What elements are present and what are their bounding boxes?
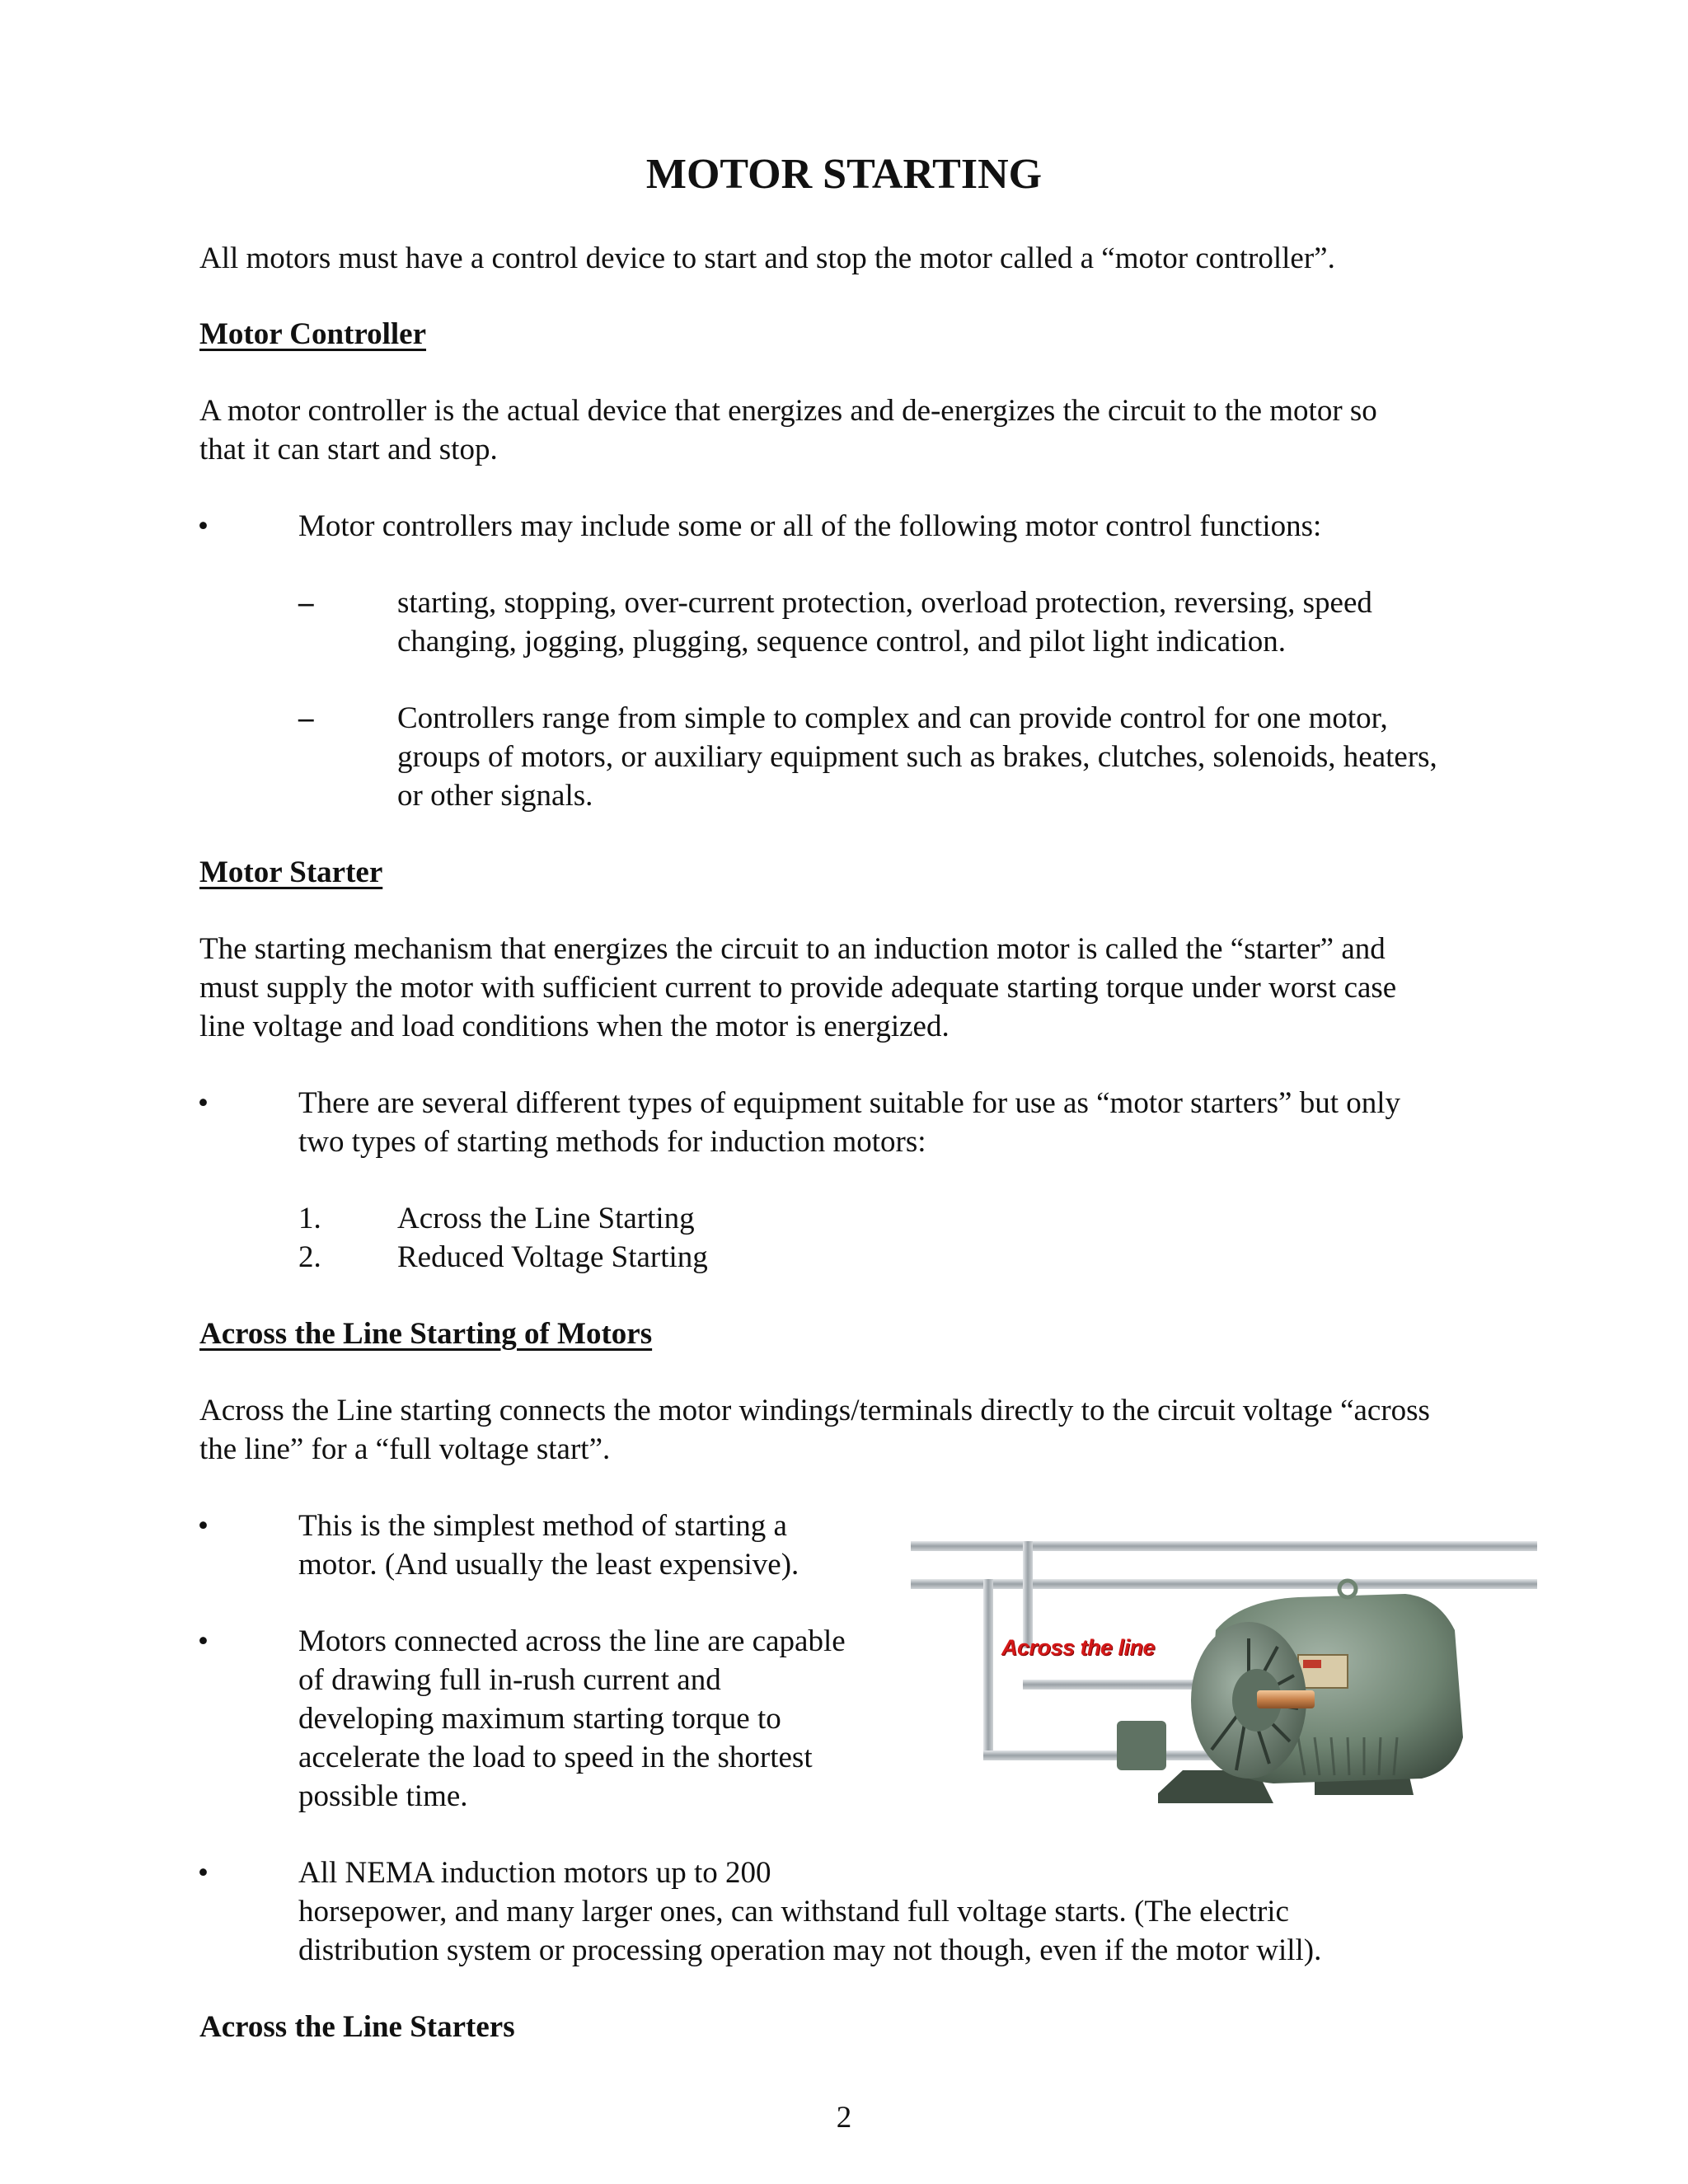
nameplate-mark [1303, 1660, 1321, 1668]
starter-body-line-2: must supply the motor with sufficient current to provide adequate starting torque under worst case [199, 971, 1397, 1005]
dash-symbol: – [298, 701, 314, 735]
list-number: 1. [298, 1202, 321, 1235]
across-body-line-2: the line” for a “full voltage start”. [199, 1432, 611, 1466]
across-bullet-3-line-2: horsepower, and many larger ones, can withstand full voltage starts. (The electric [298, 1895, 1289, 1929]
bus-bar [911, 1541, 1537, 1551]
list-item: Reduced Voltage Starting [397, 1240, 708, 1274]
motor-starter-heading: Motor Starter [199, 855, 383, 889]
drop-wire [1023, 1541, 1033, 1648]
across-the-line-figure [911, 1531, 1537, 1838]
bullet-symbol: • [198, 1509, 209, 1543]
starter-bullet-line-2: two types of starting methods for induction motors: [298, 1125, 926, 1159]
across-bullet-2-line-5: possible time. [298, 1779, 468, 1813]
across-bullet-2-line-3: developing maximum starting torque to [298, 1702, 781, 1736]
controller-bullet: Motor controllers may include some or all of the following motor control functions: [298, 509, 1322, 543]
across-bullet-3-line-1: All NEMA induction motors up to 200 [298, 1856, 771, 1890]
across-bullet-1-line-2: motor. (And usually the least expensive). [298, 1548, 799, 1582]
bus-bar [911, 1579, 1537, 1589]
intro-paragraph: All motors must have a control device to start and stop the motor called a “motor controller”. [199, 241, 1335, 275]
starter-body-line-1: The starting mechanism that energizes the circuit to an induction motor is called the “starter” and [199, 932, 1386, 966]
controller-body-line-2: that it can start and stop. [199, 433, 498, 466]
controller-body-line-1: A motor controller is the actual device that energizes and de-energizes the circuit to the motor so [199, 394, 1377, 428]
list-item: Across the Line Starting [397, 1202, 695, 1235]
across-bullet-3-line-3: distribution system or processing operation may not though, even if the motor will). [298, 1933, 1322, 1967]
drop-wire [983, 1579, 993, 1760]
bullet-symbol: • [198, 1624, 209, 1658]
across-bullet-2-line-1: Motors connected across the line are capable [298, 1624, 846, 1658]
across-the-line-starters-heading: Across the Line Starters [199, 2010, 515, 2044]
across-the-line-heading: Across the Line Starting of Motors [199, 1317, 653, 1351]
controller-dash-1-line-2: changing, jogging, plugging, sequence control, and pilot light indication. [397, 625, 1286, 658]
controller-dash-1-line-1: starting, stopping, over-current protection, overload protection, reversing, speed [397, 586, 1372, 620]
across-bullet-2-line-4: accelerate the load to speed in the shortest [298, 1741, 813, 1774]
controller-dash-2-line-2: groups of motors, or auxiliary equipment such as brakes, clutches, solenoids, heaters, [397, 740, 1437, 774]
controller-dash-2-line-1: Controllers range from simple to complex and can provide control for one motor, [397, 701, 1388, 735]
bullet-symbol: • [198, 1856, 209, 1890]
motor-shaft [1257, 1690, 1315, 1708]
motor-illustration [911, 1531, 1537, 1838]
page-title: MOTOR STARTING [645, 151, 1043, 198]
controller-dash-2-line-3: or other signals. [397, 779, 593, 813]
figure-label: Across the line [1001, 1635, 1156, 1660]
across-bullet-2-line-2: of drawing full in-rush current and [298, 1663, 721, 1697]
dash-symbol: – [298, 586, 314, 620]
conduit-box [1117, 1721, 1166, 1770]
starter-body-line-3: line voltage and load conditions when the motor is energized. [199, 1010, 950, 1043]
across-bullet-1-line-1: This is the simplest method of starting a [298, 1509, 787, 1543]
list-number: 2. [298, 1240, 321, 1274]
page-number: 2 [836, 2101, 852, 2135]
motor-controller-heading: Motor Controller [199, 317, 427, 351]
bullet-symbol: • [198, 1086, 209, 1120]
across-body-line-1: Across the Line starting connects the motor windings/terminals directly to the circuit voltage “across [199, 1394, 1430, 1427]
starter-bullet-line-1: There are several different types of equipment suitable for use as “motor starters” but only [298, 1086, 1401, 1120]
bullet-symbol: • [198, 509, 209, 543]
